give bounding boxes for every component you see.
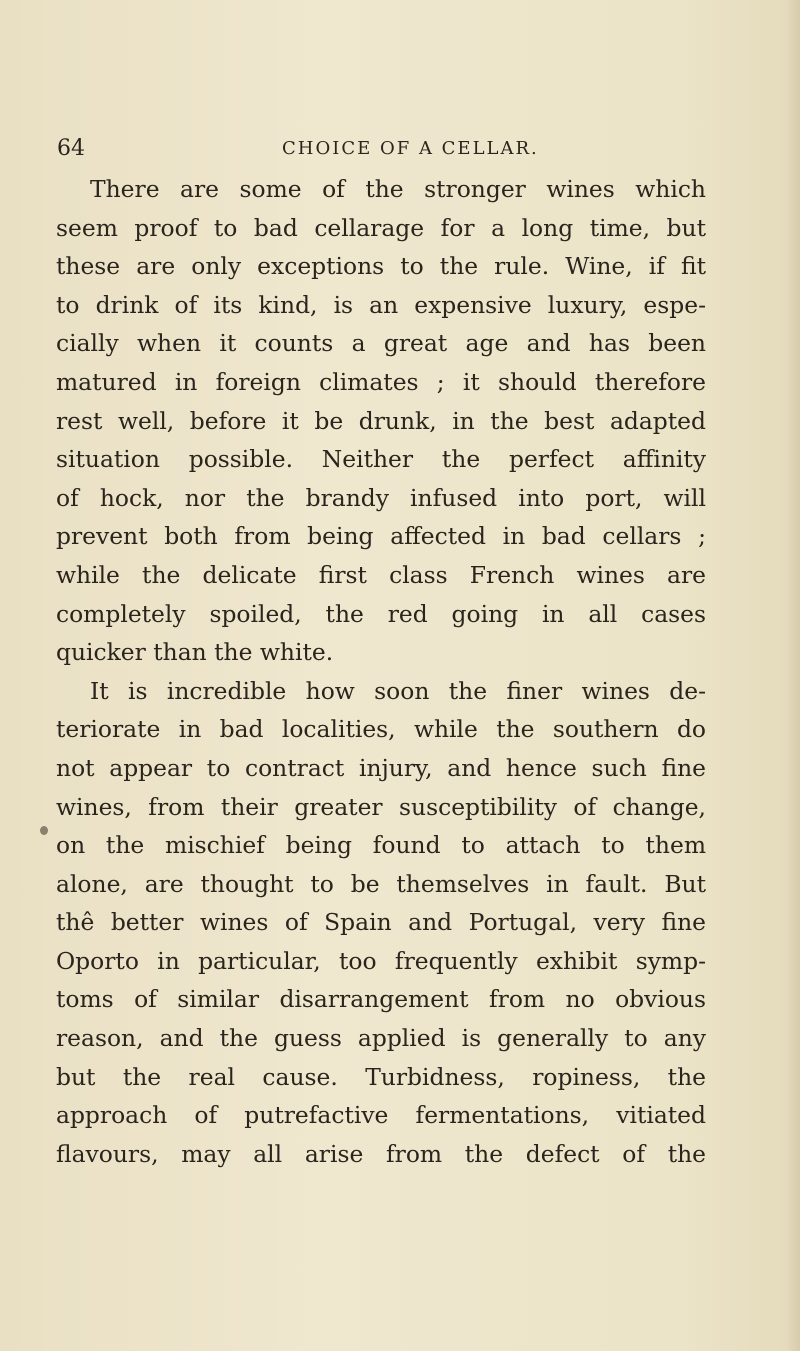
text-line: cially when it counts a great age and has been	[56, 329, 706, 358]
text-line: thê better wines of Spain and Portugal, very fine	[56, 908, 706, 937]
text-line: on the mischief being found to attach to them	[56, 831, 706, 860]
text-line: Oporto in particular, too frequently exhibit symp-	[56, 946, 706, 975]
text-line: while the delicate first class French wines are	[56, 560, 706, 589]
page-header	[57, 136, 577, 166]
text-line: wines, from their greater susceptibility of change,	[56, 792, 706, 821]
text-line: matured in foreign climates ; it should therefore	[56, 367, 706, 396]
text-line: completely spoiled, the red going in all cases	[56, 599, 706, 628]
text-line: approach of putrefactive fermentations, vitiated	[56, 1101, 706, 1130]
text-line: situation possible. Neither the perfect affinity	[56, 445, 706, 474]
text-line: of hock, nor the brandy infused into port, will	[56, 483, 706, 512]
running-head: CHOICE OF A CELLAR.	[282, 138, 539, 159]
text-line: reason, and the guess applied is generally to any	[56, 1024, 706, 1053]
ink-spot	[40, 826, 48, 835]
text-line: quicker than the white.	[56, 638, 334, 667]
text-line: flavours, may all arise from the defect of the	[56, 1139, 706, 1168]
text-line: but the real cause. Turbidness, ropiness, the	[56, 1062, 706, 1091]
text-line: teriorate in bad localities, while the southern do	[56, 715, 706, 744]
text-line: these are only exceptions to the rule. Wine, if fit	[56, 252, 706, 281]
text-line: to drink of its kind, is an expensive luxury, espe-	[56, 290, 706, 319]
text-line: prevent both from being affected in bad cellars ;	[56, 522, 706, 551]
page-number: 64	[57, 136, 85, 161]
page-edge-shadow	[786, 0, 800, 1351]
text-line: There are some of the stronger wines which	[90, 175, 706, 203]
text-line: alone, are thought to be themselves in fault. But	[56, 869, 706, 898]
text-line: seem proof to bad cellarage for a long time, but	[56, 213, 706, 242]
text-line: It is incredible how soon the finer wines de-	[90, 676, 706, 705]
text-line: rest well, before it be drunk, in the best adapted	[56, 406, 706, 435]
text-line: toms of similar disarrangement from no obvious	[56, 985, 706, 1014]
body-text	[56, 170, 706, 1173]
text-line: not appear to contract injury, and hence such fine	[56, 753, 706, 782]
